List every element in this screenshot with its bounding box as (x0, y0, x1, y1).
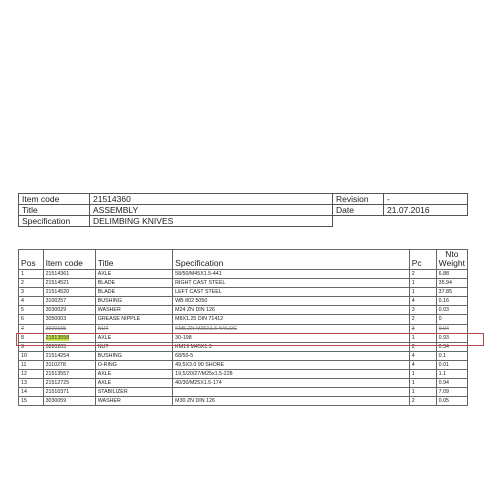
table-row (19, 288, 468, 297)
cell-title: GREASE NIPPLE (95, 315, 172, 324)
cell-pos: 2 (19, 279, 44, 288)
cell-pc: 2 (409, 315, 436, 324)
cell-pos: 7 (19, 324, 44, 333)
cell-pc: 1 (409, 288, 436, 297)
table-row (19, 360, 468, 369)
table-row (19, 279, 468, 288)
cell-item-code: 21510371 (43, 388, 95, 397)
cell-item-code: 3030029 (43, 306, 95, 315)
col-header-item-code: Item code (43, 250, 95, 270)
cell-pos: 6 (19, 315, 44, 324)
cell-weight: 37.85 (436, 288, 467, 297)
table-row (19, 342, 468, 351)
cell-item-code: 21514521 (43, 279, 95, 288)
cell-title: O-RING (95, 360, 172, 369)
cell-pos: 9 (19, 342, 44, 351)
cell-weight: 0.04 (436, 324, 467, 333)
cell-weight: 0.16 (436, 297, 467, 306)
cell-weight: 0.34 (436, 342, 467, 351)
cell-specification: 40/30/M25X1.5-174 (173, 379, 410, 388)
cell-title: STABILIZER (95, 388, 172, 397)
header-row-specification (19, 216, 468, 227)
cell-pc: 4 (409, 351, 436, 360)
cell-title: BLADE (95, 279, 172, 288)
cell-specification: 68/50-5 (173, 351, 410, 360)
empty-cell (333, 216, 384, 227)
cell-specification: LEFT CAST STEEL (173, 288, 410, 297)
cell-weight: 35.94 (436, 279, 467, 288)
cell-pc: 1 (409, 370, 436, 379)
cell-weight: 7.09 (436, 388, 467, 397)
date-label: Date (333, 205, 384, 216)
cell-specification: RIGHT CAST STEEL (173, 279, 410, 288)
date-value: 21.07.2016 (384, 205, 468, 216)
header-table (18, 193, 468, 227)
cell-pc: 3 (409, 306, 436, 315)
cell-item-code: 21514520 (43, 288, 95, 297)
col-header-weight (436, 250, 467, 270)
cell-specification: WB 802 5050 (173, 297, 410, 306)
cell-pc: 2 (409, 270, 436, 279)
table-row (19, 297, 468, 306)
empty-cell (384, 216, 468, 227)
table-row (19, 324, 468, 333)
cell-weight: 0 (436, 315, 467, 324)
col-header-pc: Pc (409, 250, 436, 270)
cell-specification: M30 ZN DIN 126 (173, 397, 410, 406)
cell-weight: 0.01 (436, 360, 467, 369)
cell-pos: 5 (19, 306, 44, 315)
item-code-value: 21514360 (90, 194, 333, 205)
cell-item-code: 3100257 (43, 297, 95, 306)
cell-item-code: 3030059 (43, 397, 95, 406)
cell-pc: 3 (409, 324, 436, 333)
table-row (19, 270, 468, 279)
col-header-weight-line1: Nto (445, 249, 459, 259)
cell-title: WASHER (95, 397, 172, 406)
cell-specification: 49,5X3.0 90 SHORE (173, 360, 410, 369)
highlighted-item-code: 21513558 (45, 334, 70, 341)
cell-title: BUSHING (95, 297, 172, 306)
cell-weight: 0.93 (436, 333, 467, 342)
cell-pos: 3 (19, 288, 44, 297)
cell-pc: 1 (409, 388, 436, 397)
cell-title: WASHER (95, 306, 172, 315)
cell-pos: 10 (19, 351, 44, 360)
cell-specification: 30-198 (173, 333, 410, 342)
cell-weight: 0.05 (436, 397, 467, 406)
cell-pos: 8 (19, 333, 44, 342)
cell-title: BUSHING (95, 351, 172, 360)
cell-pc: 4 (409, 360, 436, 369)
header-row-item-code (19, 194, 468, 205)
col-header-weight-line2: Weight (438, 258, 465, 268)
cell-weight: 0.1 (436, 351, 467, 360)
cell-pos: 15 (19, 397, 44, 406)
title-value: ASSEMBLY (90, 205, 333, 216)
table-row (19, 306, 468, 315)
parts-table (18, 249, 468, 406)
cell-pos: 1 (19, 270, 44, 279)
cell-specification: 19,5/20/27/M25x1.5-228 (173, 370, 410, 379)
cell-pc: 1 (409, 279, 436, 288)
title-label: Title (19, 205, 90, 216)
col-header-specification: Specification (173, 250, 410, 270)
cell-specification: M24 ZN DIN 126 (173, 306, 410, 315)
table-row (19, 388, 468, 397)
cell-pos: 13 (19, 379, 44, 388)
cell-weight: 0.94 (436, 379, 467, 388)
cell-pc: 1 (409, 379, 436, 388)
cell-item-code (43, 333, 95, 342)
cell-item-code: 21514361 (43, 270, 95, 279)
cell-specification (173, 388, 410, 397)
cell-pos: 14 (19, 388, 44, 397)
table-row (19, 315, 468, 324)
revision-label: Revision (333, 194, 384, 205)
table-row (19, 370, 468, 379)
col-header-pos: Pos (19, 250, 44, 270)
cell-title: AXLE (95, 270, 172, 279)
cell-item-code: 21513557 (43, 370, 95, 379)
cell-item-code: 21512725 (43, 379, 95, 388)
cell-title: BLADE (95, 288, 172, 297)
spec-value: DELIMBING KNIVES (90, 216, 333, 227)
item-code-label: Item code (19, 194, 90, 205)
cell-specification: KM5 ZN M25X1.5 NYLOC (173, 324, 410, 333)
cell-weight: 6.88 (436, 270, 467, 279)
table-row (19, 397, 468, 406)
parts-body (19, 270, 468, 406)
table-row (19, 333, 468, 342)
cell-item-code: 3050003 (43, 315, 95, 324)
cell-item-code: 3110278 (43, 360, 95, 369)
cell-pos: 4 (19, 297, 44, 306)
cell-specification: KM19 M45X1.5 (173, 342, 410, 351)
cell-pc: 1 (409, 333, 436, 342)
cell-weight: 1.1 (436, 370, 467, 379)
revision-value: - (384, 194, 468, 205)
col-header-title: Title (95, 250, 172, 270)
cell-title: AXLE (95, 333, 172, 342)
cell-pos: 12 (19, 370, 44, 379)
cell-title: NUT (95, 342, 172, 351)
cell-specification: M8X1.25 DIN 71412 (173, 315, 410, 324)
parts-header-row (19, 250, 468, 270)
table-row (19, 351, 468, 360)
cell-item-code: 3020205 (43, 342, 95, 351)
cell-pc: 2 (409, 397, 436, 406)
cell-pc: 2 (409, 342, 436, 351)
cell-item-code: 21514254 (43, 351, 95, 360)
header-row-title (19, 205, 468, 216)
cell-weight: 0.03 (436, 306, 467, 315)
cell-pos: 11 (19, 360, 44, 369)
cell-specification: 58/50/M45X1.5-441 (173, 270, 410, 279)
cell-title: NUT (95, 324, 172, 333)
cell-title: AXLE (95, 370, 172, 379)
spec-label: Specification (19, 216, 90, 227)
cell-pc: 4 (409, 297, 436, 306)
table-row (19, 379, 468, 388)
cell-item-code: 3020165 (43, 324, 95, 333)
cell-title: AXLE (95, 379, 172, 388)
